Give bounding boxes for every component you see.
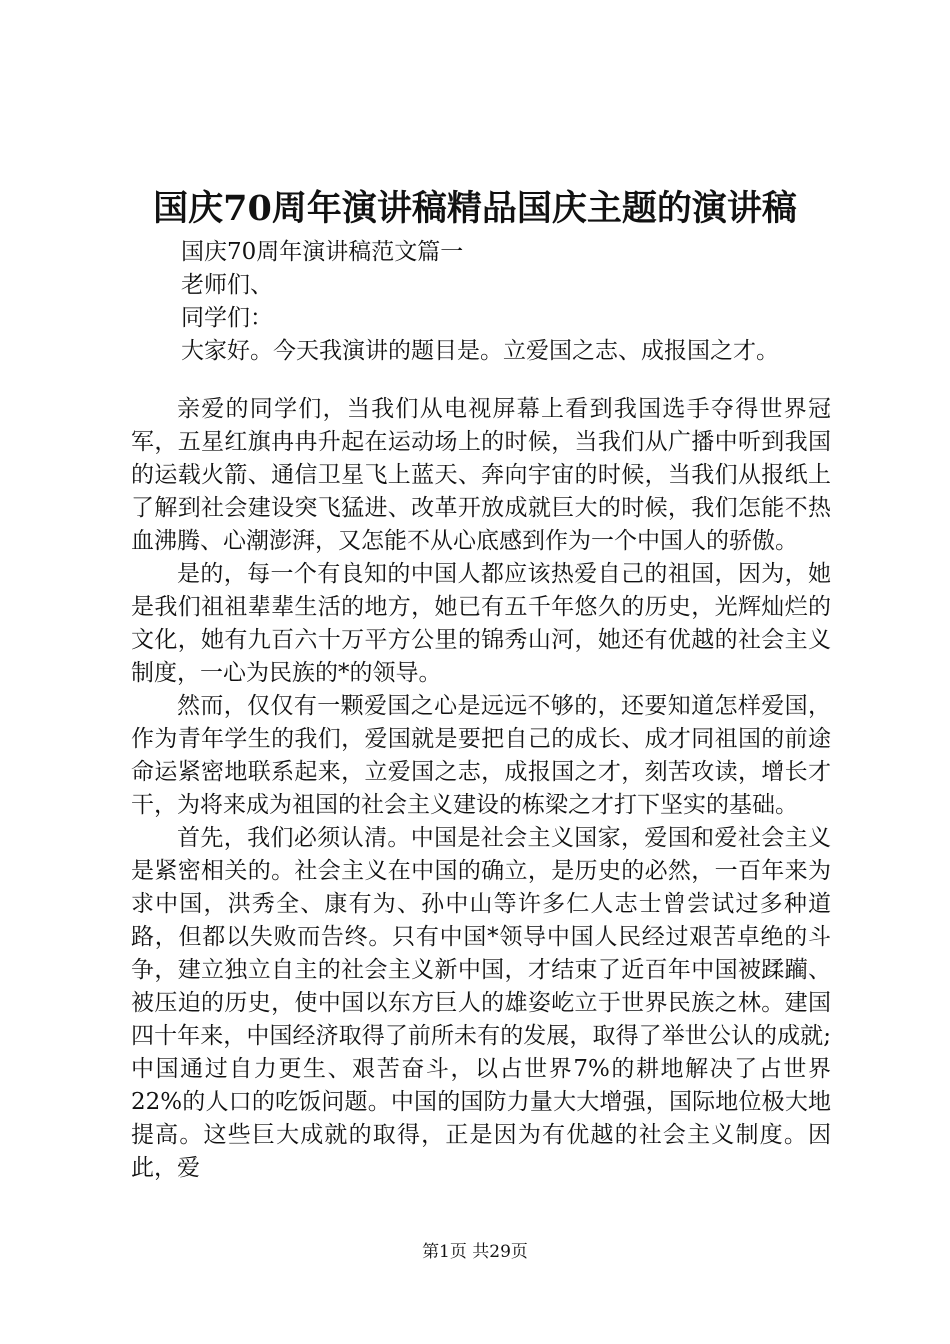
document-title: 国庆70周年演讲稿精品国庆主题的演讲稿 xyxy=(153,188,797,229)
intro-block xyxy=(181,236,779,368)
intro-line-salutation-students: 同学们： xyxy=(181,305,273,331)
paragraph: 亲爱的同学们，当我们从电视屏幕上看到我国选手夺得世界冠军，五星红旗冉冉升起在运动场上的时候，当我们从广播中听到我国的运载火箭、通信卫星飞上蓝天、奔向宇宙的时候，当我们从报纸上了解到社会建设突飞猛进、改革开放成就巨大的时候，我们怎能不热血沸腾、心潮澎湃，又怎能不从心底感到作为一个中国人的骄傲。 xyxy=(131,396,831,554)
paragraph: 是的，每一个有良知的中国人都应该热爱自己的祖国，因为，她是我们祖祖辈辈生活的地方，她已有五千年悠久的历史，光辉灿烂的文化，她有九百六十万平方公里的锦秀山河，她还有优越的社会主义制度，一心为民族的*的领导。 xyxy=(131,561,831,686)
intro-line-salutation-teachers: 老师们、 xyxy=(181,272,273,298)
paragraph: 然而，仅仅有一颗爱国之心是远远不够的，还要知道怎样爱国，作为青年学生的我们，爱国就是要把自己的成长、成才同祖国的前途命运紧密地联系起来，立爱国之志，成报国之才，刻苦攻读，增长才干，为将来成为祖国的社会主义建设的栋梁之才打下坚实的基础。 xyxy=(131,693,831,818)
paragraph: 首先，我们必须认清。中国是社会主义国家，爱国和爱社会主义是紧密相关的。社会主义在中国的确立，是历史的必然，一百年来为求中国，洪秀全、康有为、孙中山等许多仁人志士曾尝试过多种道路，但都以失败而告终。只有中国*领导中国人民经过艰苦卓绝的斗争，建立独立自主的社会主义新中国，才结束了近百年中国被蹂躏、被压迫的历史，使中国以东方巨人的雄姿屹立于世界民族之林。建国四十年来，中国经济取得了前所未有的发展，取得了举世公认的成就;中国通过自力更生、艰苦奋斗，以占世界7%的耕地解决了占世界22%的人口的吃饭问题。中国的国防力量大大增强，国际地位极大地提高。这些巨大成就的取得，正是因为有优越的社会主义制度。因此，爱 xyxy=(131,825,831,1181)
intro-line-subtitle: 国庆70周年演讲稿范文篇一 xyxy=(181,239,464,265)
intro-line-greeting: 大家好。今天我演讲的题目是。立爱国之志、成报国之才。 xyxy=(181,338,779,364)
page-footer: 第1页 共29页 xyxy=(422,1242,528,1262)
body-text xyxy=(131,393,831,1185)
